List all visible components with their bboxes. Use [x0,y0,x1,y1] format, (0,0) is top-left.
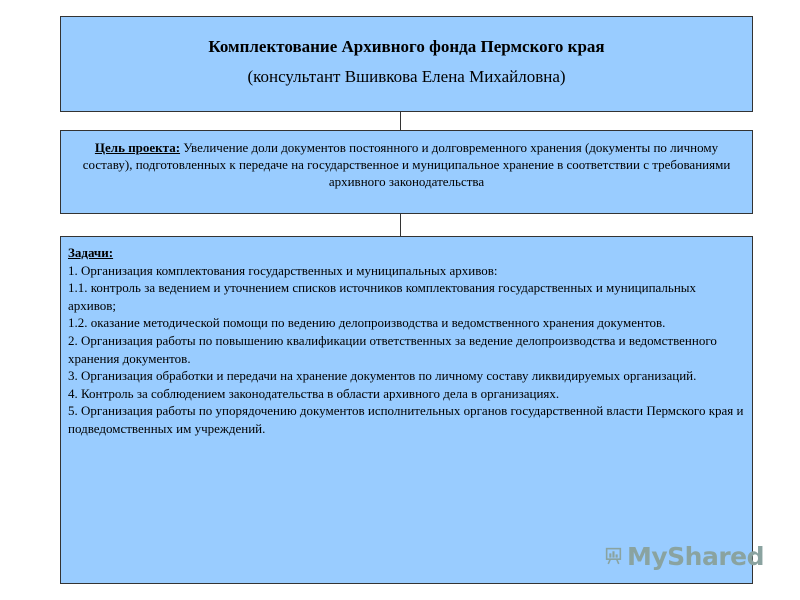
project-title: Комплектование Архивного фонда Пермского края [208,37,605,56]
connector-line [400,214,401,236]
presentation-board-icon [604,538,623,574]
project-title-box [60,16,753,112]
project-goal-box [60,130,753,214]
project-tasks-box [60,236,753,584]
goal-text: Увеличение доли документов постоянного и долговременного хранения (документы по личному составу), подготовленных к передаче на государственное и муниципальное хранение в соответствии с требованиями архивного законодательства [82,140,731,189]
goal-label: Цель проекта: [94,140,181,155]
task-item: 3. Организация обработки и передачи на хранение документов по личному составу ликвидируемых организаций. [68,368,697,384]
goal-paragraph [61,131,752,190]
task-item: 5. Организация работы по упорядочению документов исполнительных органов государственной власти Пермского края и подведомственных им учреждений. [68,403,744,436]
task-item: 1.1. контроль за ведением и уточнением списков источников комплектования государственных и муниципальных архивов; [68,280,697,313]
task-item: 2. Организация работы по повышению квалификации ответственных за ведение делопроизводства и ведомственного хранения документов. [68,332,717,366]
myshared-watermark [604,536,764,576]
project-consultant: (консультант Вшивкова Елена Михайловна) [247,67,566,86]
task-item: 1.2. оказание методической помощи по ведению делопроизводства и ведомственного хранения документов. [68,315,666,331]
tasks-heading: Задачи: [68,245,114,260]
watermark-text: MyShared [626,541,764,571]
task-item: 1. Организация комплектования государственных и муниципальных архивов: [68,262,498,278]
task-item: 4. Контроль за соблюдением законодательства в области архивного дела в организациях. [68,385,560,401]
connector-line [400,112,401,130]
